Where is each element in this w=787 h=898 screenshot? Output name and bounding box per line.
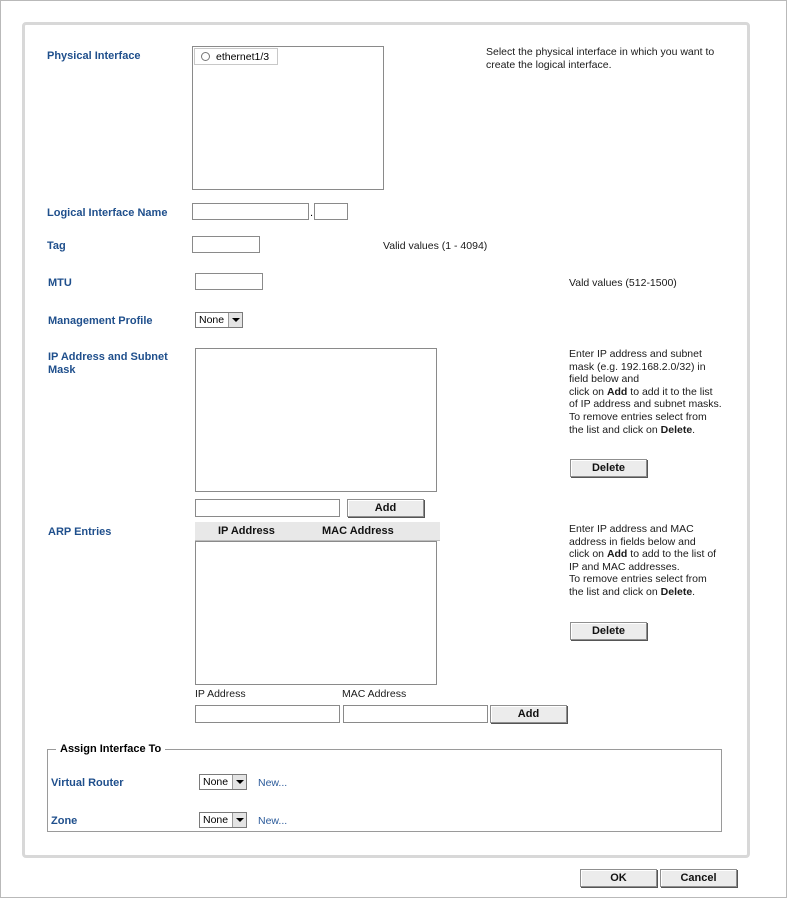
physical-interface-help-2: create the logical interface. (486, 59, 612, 71)
ok-button[interactable]: OK (580, 869, 657, 887)
virtual-router-value: None (203, 776, 229, 788)
chevron-down-icon[interactable] (232, 813, 246, 827)
mtu-label: MTU (48, 277, 72, 289)
physical-interface-list[interactable] (192, 46, 384, 190)
physical-interface-label: Physical Interface (47, 50, 141, 62)
zone-value: None (203, 814, 229, 826)
arp-col-ip-header: IP Address (218, 525, 275, 537)
arp-help-3: click on Add to add to the list of (569, 548, 717, 560)
logical-interface-name-input[interactable] (192, 203, 309, 220)
arp-mac-field-label: MAC Address (342, 688, 407, 700)
mtu-help: Vald values (512-1500) (569, 277, 677, 289)
arp-mac-input[interactable] (343, 705, 488, 723)
physical-interface-option-label: ethernet1/3 (216, 51, 270, 63)
ip-subnet-help-4: click on Add to add it to the list (569, 386, 713, 398)
logical-interface-suffix-input[interactable] (314, 203, 348, 220)
ip-subnet-label-line1: IP Address and Subnet (48, 351, 168, 363)
arp-ip-field-label: IP Address (195, 688, 246, 700)
ip-subnet-help-3: field below and (569, 373, 640, 385)
arp-col-mac-header: MAC Address (322, 525, 394, 537)
management-profile-label: Management Profile (48, 315, 153, 327)
ip-subnet-delete-button[interactable]: Delete (570, 459, 647, 477)
tag-input[interactable] (192, 236, 260, 253)
management-profile-value: None (199, 314, 225, 326)
ip-subnet-add-button[interactable]: Add (347, 499, 424, 517)
assign-interface-fieldset (47, 749, 722, 832)
zone-select[interactable] (199, 812, 247, 828)
arp-help-6: the list and click on Delete. (569, 586, 696, 598)
ip-subnet-input[interactable] (195, 499, 340, 517)
virtual-router-new-link[interactable]: New... (258, 777, 288, 789)
arp-ip-input[interactable] (195, 705, 340, 723)
ip-subnet-help-2: mask (e.g. 192.168.2.0/32) in (569, 361, 706, 373)
physical-interface-help-1: Select the physical interface in which you want to (486, 46, 715, 58)
logical-interface-dot: . (310, 207, 314, 219)
arp-entries-label: ARP Entries (48, 526, 112, 538)
ip-subnet-list[interactable] (195, 348, 437, 492)
arp-help-5: To remove entries select from (569, 573, 707, 585)
arp-table-header (195, 522, 440, 541)
arp-help-2: address in fields below and (569, 536, 696, 548)
arp-delete-button[interactable]: Delete (570, 622, 647, 640)
ip-subnet-label-line2: Mask (48, 364, 76, 376)
logical-interface-name-label: Logical Interface Name (47, 207, 168, 219)
zone-new-link[interactable]: New... (258, 815, 288, 827)
physical-interface-option[interactable] (194, 48, 278, 65)
ip-subnet-help-6: To remove entries select from (569, 411, 707, 423)
chevron-down-icon[interactable] (232, 775, 246, 789)
arp-add-button[interactable]: Add (490, 705, 567, 723)
tag-label: Tag (47, 240, 66, 252)
zone-label: Zone (51, 815, 78, 827)
virtual-router-label: Virtual Router (51, 777, 124, 789)
arp-list[interactable] (195, 541, 437, 685)
ip-subnet-help-5: of IP address and subnet masks. (569, 398, 722, 410)
management-profile-select[interactable] (195, 312, 243, 328)
ip-subnet-help-1: Enter IP address and subnet (569, 348, 702, 360)
mtu-input[interactable] (195, 273, 263, 290)
assign-interface-legend: Assign Interface To (56, 743, 165, 756)
chevron-down-icon[interactable] (228, 313, 242, 327)
arp-help-1: Enter IP address and MAC (569, 523, 694, 535)
arp-help-4: IP and MAC addresses. (569, 561, 680, 573)
virtual-router-select[interactable] (199, 774, 247, 790)
radio-icon[interactable] (201, 52, 210, 61)
ip-subnet-help-7: the list and click on Delete. (569, 424, 696, 436)
cancel-button[interactable]: Cancel (660, 869, 737, 887)
tag-help: Valid values (1 - 4094) (383, 240, 488, 252)
